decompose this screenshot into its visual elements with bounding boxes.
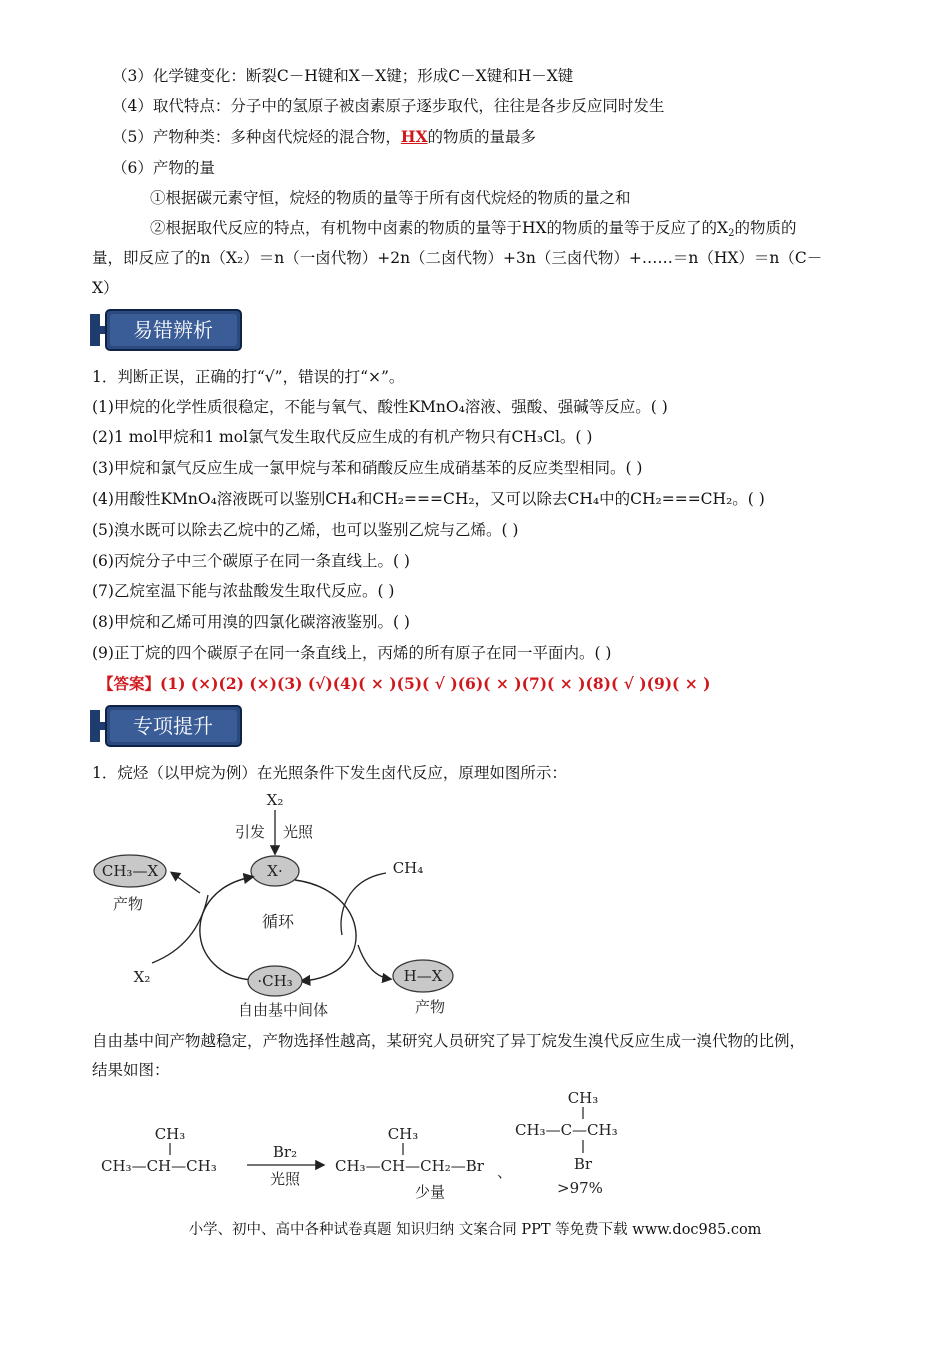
x-radical-label: X· xyxy=(267,862,283,880)
halogen-post: 的物质的 xyxy=(734,219,797,237)
quiz-item-5: (5)溴水既可以除去乙烷中的乙烯，也可以鉴别乙烷与乙烯。( ) xyxy=(92,521,519,539)
item-carbon-conservation: ①根据碳元素守恒，烷烃的物质的量等于所有卤代烷烃的物质的量之和 xyxy=(150,189,631,207)
quiz-item-3: (3)甲烷和氯气反应生成一氯甲烷与苯和硝酸反应生成硝基苯的反应类型相同。( ) xyxy=(92,459,643,477)
radical-intermediate-label: 自由基中间体 xyxy=(237,1001,329,1019)
x2-top-label: X₂ xyxy=(266,791,284,809)
item-product-types xyxy=(112,127,536,147)
item-halogen-conservation xyxy=(150,218,796,238)
banner-special-improvement xyxy=(88,704,243,748)
hx-highlight: HX xyxy=(400,127,428,146)
quiz-intro: 1．判断正误，正确的打“√”，错误的打“×”。 xyxy=(92,368,405,386)
quiz-item-4: (4)用酸性KMnO₄溶液既可以鉴别CH₄和CH₂===CH₂，又可以除去CH₄中的CH₂===CH₂。( ) xyxy=(92,490,765,508)
quiz-item-8: (8)甲烷和乙烯可用溴的四氯化碳溶液鉴别。( ) xyxy=(92,613,410,631)
product2-ch3-top: CH₃ xyxy=(567,1089,599,1107)
ch3x-label: CH₃—X xyxy=(101,862,159,880)
halogenation-cycle-diagram xyxy=(90,785,470,1020)
hx-label: H—X xyxy=(403,967,443,985)
quiz-item-2: (2)1 mol甲烷和1 mol氯气发生取代反应生成的有机产物只有CH₃Cl。( ) xyxy=(92,428,593,446)
product2-note: >97% xyxy=(557,1179,603,1197)
hx-arrow xyxy=(358,945,390,979)
reagent-label: Br₂ xyxy=(272,1143,298,1161)
product-arrow-left xyxy=(172,873,200,893)
product2-br: Br xyxy=(573,1155,593,1173)
ch3-radical-label: ·CH₃ xyxy=(257,972,293,990)
isobutane-bromination-scheme xyxy=(95,1085,655,1205)
quiz-item-7: (7)乙烷室温下能与浓盐酸发生取代反应。( ) xyxy=(92,582,395,600)
ch4-arrow xyxy=(341,873,386,935)
item-product-types-post: 的物质的量最多 xyxy=(427,128,537,146)
halogen-pre: ②根据取代反应的特点，有机物中卤素的物质的量等于HX的物质的量等于反应了的X xyxy=(150,219,729,237)
product2-main: CH₃—C—CH₃ xyxy=(515,1121,618,1139)
cycle-label: 循环 xyxy=(261,912,295,931)
reactant-main: CH₃—CH—CH₃ xyxy=(101,1157,217,1175)
product1-ch3-top: CH₃ xyxy=(387,1125,419,1143)
ch4-label: CH₄ xyxy=(392,859,424,877)
item-amount-formula: 量，即反应了的n（X₂）＝n（一卤代物）+2n（二卤代物）+3n（三卤代物）+……＝n（HX）＝n（C－ xyxy=(92,249,823,267)
quiz-item-9: (9)正丁烷的四个碳原子在同一条直线上，丙烯的所有原子在同一平面内。( ) xyxy=(92,644,612,662)
x2-left-label: X₂ xyxy=(133,968,151,986)
quiz-item-1: (1)甲烷的化学性质很稳定，不能与氧气、酸性KMnO₄溶液、强酸、强碱等反应。( ) xyxy=(92,398,668,416)
item-bond-change: （3）化学键变化：断裂C－H键和X－X键；形成C－X键和H－X键 xyxy=(112,67,574,85)
footer-ad: 小学、初中、高中各种试卷真题 知识归纳 文案合同 PPT 等免费下载 www.doc985.com xyxy=(188,1222,762,1238)
quiz-item-6: (6)丙烷分子中三个碳原子在同一条直线上。( ) xyxy=(92,552,410,570)
item-product-amount: （6）产物的量 xyxy=(112,159,215,177)
light-label: 光照 xyxy=(282,823,314,841)
product-left-label: 产物 xyxy=(112,895,144,913)
item-amount-formula-end: X） xyxy=(92,279,119,297)
special-paragraph-2: 结果如图： xyxy=(92,1061,170,1079)
initiation-label: 引发 xyxy=(234,823,266,841)
special-intro: 1．烷烃（以甲烷为例）在光照条件下发生卤代反应，原理如图所示： xyxy=(92,764,567,782)
special-paragraph-1: 自由基中间产物越稳定，产物选择性越高，某研究人员研究了异丁烷发生溴代反应生成一溴代物的比例， xyxy=(92,1032,806,1050)
condition-label: 光照 xyxy=(269,1170,301,1188)
halogen-sub: 2 xyxy=(728,228,735,239)
item-product-types-pre: （5）产物种类：多种卤代烷烃的混合物， xyxy=(112,128,401,146)
banner-common-mistakes-text: 易错辨析 xyxy=(133,318,213,342)
product1-note: 少量 xyxy=(414,1183,446,1201)
separator: 、 xyxy=(497,1163,513,1181)
product-right-label: 产物 xyxy=(414,998,446,1016)
cycle-arc-right xyxy=(295,880,356,981)
reactant-ch3-top: CH₃ xyxy=(154,1125,186,1143)
banner-special-improvement-text: 专项提升 xyxy=(133,714,213,738)
answer-line: 【答案】(1) (×)(2) (×)(3) (√)(4)( × )(5)( √ )(6)( × )(7)( × )(8)( √ )(9)( × ) xyxy=(98,674,711,693)
banner-common-mistakes xyxy=(88,308,243,352)
product1-main: CH₃—CH—CH₂—Br xyxy=(335,1157,484,1175)
cycle-arc-left xyxy=(200,877,252,980)
item-substitution-feature: （4）取代特点：分子中的氢原子被卤素原子逐步取代，往往是各步反应同时发生 xyxy=(112,97,665,115)
